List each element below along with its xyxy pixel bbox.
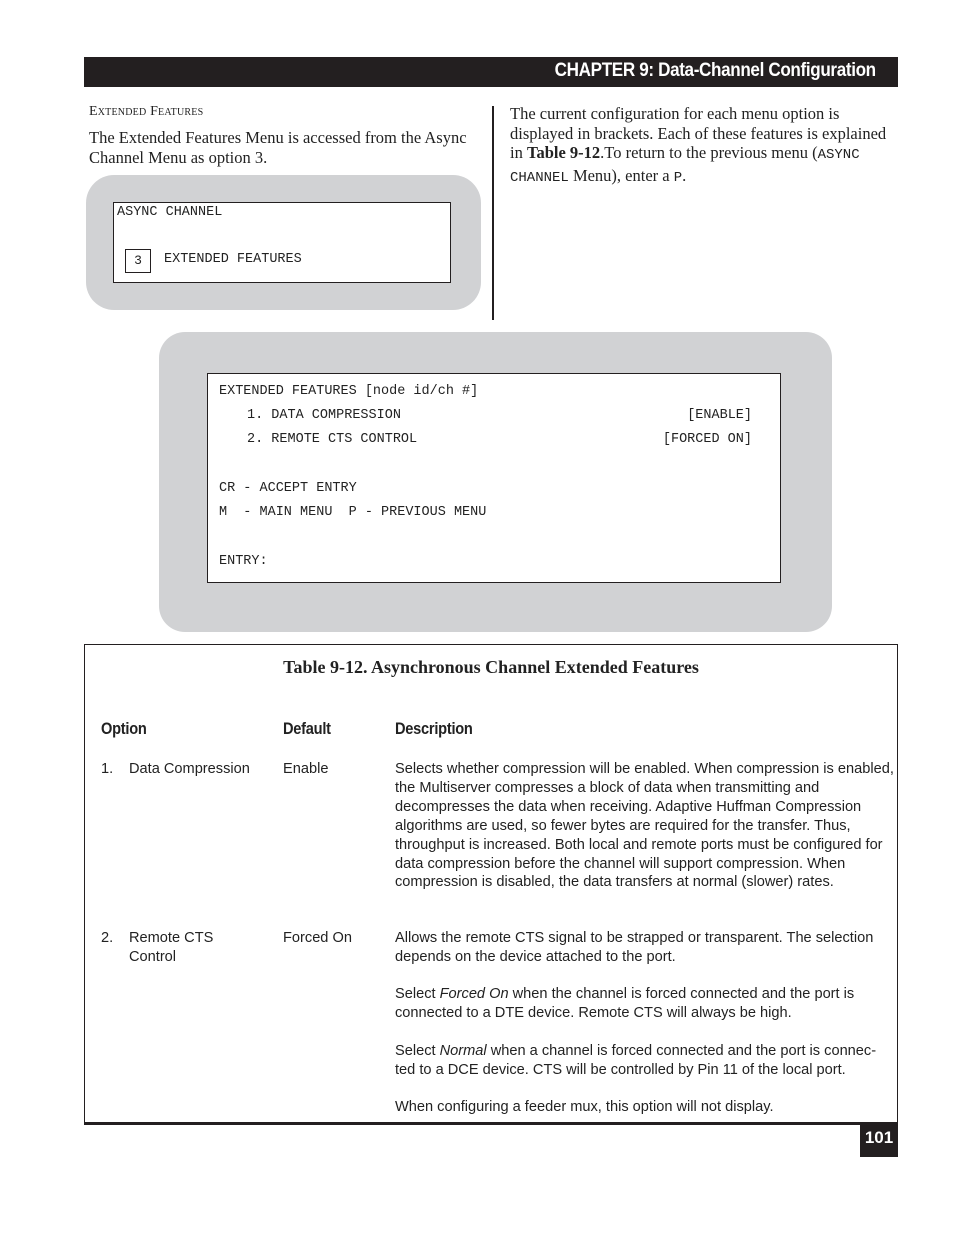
intro-text: Menu), enter a [568,165,674,185]
screen-title: ASYNC CHANNEL [117,205,223,220]
intro-paragraph-right [510,104,900,188]
screen-title: EXTENDED FEATURES [node id/ch #] [219,384,479,399]
table-title: Table 9-12. Asynchronous Channel Extended Features [283,657,699,677]
row-description [395,1042,895,1080]
intro-paragraph-left: The Extended Features Menu is accessed from the Async Channel Menu as option 3. [89,128,467,167]
row-default: Enable [283,761,329,777]
row-description: Allows the remote CTS signal to be strapped or transparent. The selection depends on the device attached to the port. [395,930,874,965]
menu-item-value: [ENABLE] [687,408,752,423]
row-number: 1. [101,761,114,777]
row-option: Data Compression [129,761,250,777]
intro-text: . [682,165,687,185]
option-label: EXTENDED FEATURES [164,252,302,267]
description-text: when the channel is forced connected and the port is connected to a DTE device. Remote CTS will always be high. [395,986,855,1021]
description-text: when a channel is forced connected and the port is connec-ted to a DCE device. CTS will be controlled by Pin 11 of the local port. [395,1043,877,1078]
key-name: P [673,169,683,186]
menu-item-label: 2. REMOTE CTS CONTROL [247,432,418,447]
row-description: Selects whether compression will be enabled. When compression is enabled, the Multiserver compresses a block of data when transmitting and decompresses the data when receiving. Adaptive Huffman Compression algorithms are used, so fewer bytes are required for the transfer. Thus, throughput is increased. Both local and remote ports must be configured for data compression before the channel will support compression. When compression is disabled, the data transfers at normal (slower) rates. [395,761,894,891]
section-heading: Extended Features [89,104,204,119]
footer-rule [84,1123,898,1125]
extended-features-screen [207,373,781,583]
entry-prompt: ENTRY: [219,554,268,569]
menu-item-value: [FORCED ON] [662,432,752,447]
row-option: Remote CTS Control [129,930,214,965]
page-number: 101 [860,1124,898,1157]
column-header-option: Option [101,719,147,738]
intro-text: The current configuration for each menu option is displayed in brackets. Each of these features is explained in [510,104,887,162]
description-text: Select [395,1043,440,1059]
row-description [395,985,895,1023]
option-number-box: 3 [125,249,151,273]
navigation-line: M - MAIN MENU P - PREVIOUS MENU [219,505,487,520]
async-channel-screen [113,202,451,283]
row-description: When configuring a feeder mux, this option will not display. [395,1099,774,1115]
chapter-title: CHAPTER 9: Data-Channel Configuration [554,60,876,81]
setting-term: Normal [439,1043,487,1059]
column-header-description: Description [395,719,473,738]
menu-name: ASYNC CHANNEL [510,147,860,186]
chapter-header-bar [84,57,898,87]
column-divider [492,106,494,320]
row-number: 2. [101,930,114,946]
row-default: Forced On [283,930,352,946]
table-reference: Table 9-12 [526,143,601,162]
setting-term: Forced On [439,986,509,1002]
accept-entry-line: CR - ACCEPT ENTRY [219,481,357,496]
features-table [84,644,898,1123]
menu-item-label: 1. DATA COMPRESSION [247,408,401,423]
column-header-default: Default [283,719,331,738]
intro-text: .To return to the previous menu ( [600,143,818,162]
description-text: Select [395,986,440,1002]
